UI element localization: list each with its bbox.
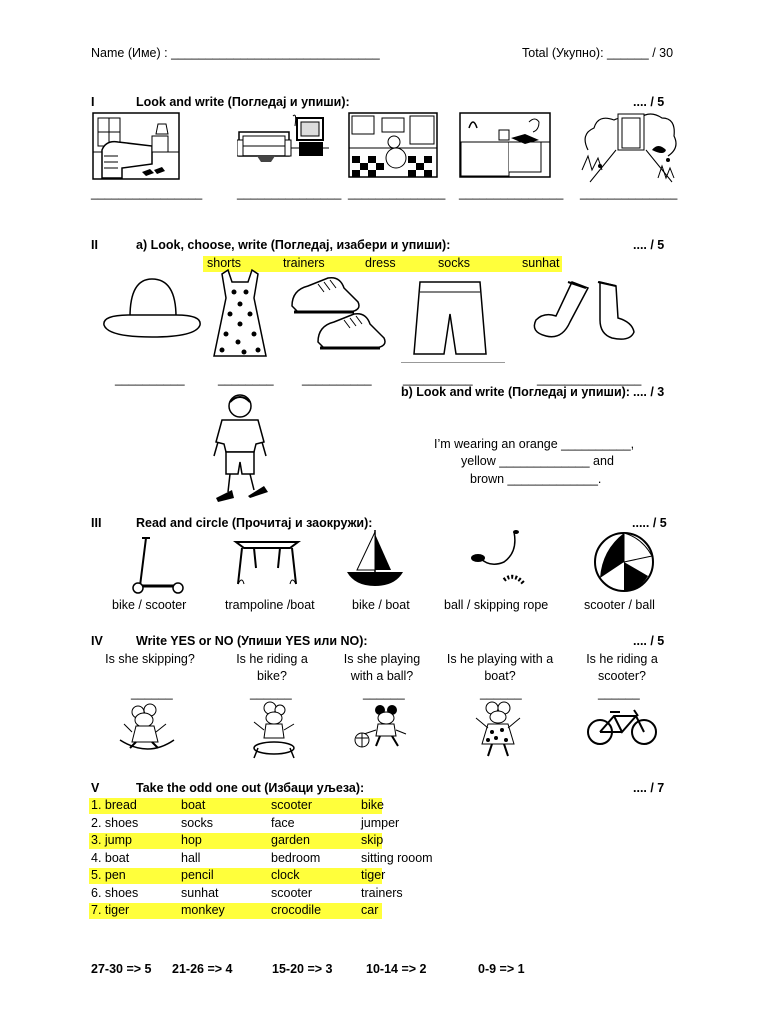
section-4-score: .... / 5 [633,634,665,648]
circle-option[interactable]: trampoline /boat [225,598,315,612]
odd-one-out-word[interactable]: 4. boat [91,850,130,865]
yes-no-blank[interactable]: ______ [598,686,640,700]
odd-one-out-word[interactable]: skip [361,833,384,847]
circle-option[interactable]: ball / skipping rope [444,598,549,612]
odd-one-out-word[interactable]: scooter [271,885,312,900]
odd-one-out-word[interactable]: 3. jump [91,833,132,847]
odd-one-out-word[interactable]: monkey [181,903,225,917]
question-text: boat? [484,669,516,683]
sentence-line-2[interactable]: yellow _____________ and [461,454,614,468]
clothes-blank[interactable]: __________ [302,372,372,386]
odd-one-out-word[interactable]: 6. shoes [91,885,139,900]
circle-option[interactable]: bike / boat [352,598,410,612]
section-2-score: .... / 5 [633,238,665,252]
word-bank-item: socks [438,256,470,270]
skipping-rope-picture [464,530,534,592]
section-2b-title: b) Look and write (Погледај и упиши): [401,385,630,399]
section-2-number: II [91,238,98,252]
grading-item: 21-26 => 4 [172,962,233,976]
grading-item: 10-14 => 2 [366,962,427,976]
odd-one-out-word[interactable]: clock [271,868,300,882]
section-1-blank[interactable]: ______________ [580,186,678,200]
odd-one-out-word[interactable]: socks [181,815,213,830]
question-text: bike? [257,669,287,683]
grading-item: 27-30 => 5 [91,962,152,976]
word-bank-item: sunhat [522,256,560,270]
garden-picture [580,110,680,184]
sentence-line-1[interactable]: I’m wearing an orange __________, [434,437,635,451]
odd-one-out-word[interactable]: face [271,815,295,830]
section-1-blank[interactable]: ______________ [348,186,446,200]
bedroom-picture [92,112,180,180]
question-text: Is he riding a [236,652,308,666]
beach-ball-picture [592,530,656,594]
question-text: Is he playing with a [446,652,554,666]
word-bank-item: shorts [207,256,242,270]
section-1-number: I [91,95,95,109]
yes-no-blank[interactable]: ______ [363,686,405,700]
trainers-picture [288,272,388,360]
yes-no-blank[interactable]: ______ [250,686,292,700]
section-5-number: V [91,781,100,795]
odd-one-out-word[interactable]: jumper [361,815,400,830]
odd-one-out-word[interactable]: tiger [361,868,386,882]
grading-item: 15-20 => 3 [272,962,333,976]
clothes-blank[interactable]: ________ [218,372,274,386]
section-3-score: ..... / 5 [632,516,667,530]
question-text: Is she skipping? [105,652,195,666]
question-text: scooter? [598,669,646,683]
section-2-title: a) Look, choose, write (Погледај, изабери и упиши): [136,238,451,252]
sunhat-picture [100,275,204,345]
bicycle-picture [586,706,658,746]
odd-one-out-word[interactable]: trainers [361,885,403,900]
question-text: Is he riding a [586,652,658,666]
odd-one-out-word[interactable]: pencil [181,868,214,882]
odd-one-out-word[interactable]: garden [271,833,310,847]
section-5-title: Take the odd one out (Избаци уљеза): [136,781,365,795]
odd-one-out-word[interactable]: bike [361,798,384,812]
name-field[interactable]: Name (Име) : ______________________________ [91,46,380,60]
section-1-blank[interactable]: _______________ [459,186,564,200]
odd-one-out-word[interactable]: 7. tiger [91,903,130,917]
section-3-number: III [91,516,102,530]
dress-picture [210,268,270,360]
word-bank-item: dress [365,256,396,270]
boy-picture [208,392,272,508]
boat-picture [345,528,405,590]
mouse-bike-picture [244,700,304,760]
odd-one-out-word[interactable]: 1. bread [91,798,137,812]
section-5-score: .... / 7 [633,781,665,795]
clothes-blank[interactable]: _______________ [537,372,642,386]
mouse-skipping-picture [118,702,178,752]
yes-no-blank[interactable]: ______ [131,686,173,700]
odd-one-out-word[interactable]: hall [181,850,201,865]
mouse-dancing-picture [470,700,526,760]
scooter-picture [128,534,188,596]
socks-picture [522,278,642,344]
odd-one-out-word[interactable]: car [361,903,379,917]
odd-one-out-word[interactable]: hop [181,833,202,847]
odd-one-out-word[interactable]: scooter [271,798,312,812]
mouse-ball-picture [352,704,412,750]
grading-item: 0-9 => 1 [478,962,525,976]
odd-one-out-word[interactable]: sitting rooom [361,850,433,865]
circle-option[interactable]: scooter / ball [584,598,655,612]
sentence-line-3[interactable]: brown _____________. [470,472,602,486]
section-1-score: .... / 5 [633,95,665,109]
circle-option[interactable]: bike / scooter [112,598,187,612]
question-text: with a ball? [350,669,414,683]
trampoline-picture [232,534,302,590]
living-room-picture [237,112,329,167]
clothes-blank[interactable]: __________ [403,372,473,386]
section-1-blank[interactable]: ________________ [91,186,203,200]
odd-one-out-word[interactable]: boat [181,798,206,812]
odd-one-out-word[interactable]: crocodile [271,903,322,917]
section-2b-score: .... / 3 [633,385,665,399]
row-highlight [89,903,382,919]
section-1-title: Look and write (Погледај и упиши): [136,95,350,109]
bathroom-picture [459,112,551,178]
section-3-title: Read and circle (Прочитај и заокружи): [136,516,373,530]
divider [401,362,505,363]
clothes-blank[interactable]: __________ [115,372,185,386]
question-text: Is she playing [343,652,421,666]
section-4-number: IV [91,634,103,648]
odd-one-out-word[interactable]: 5. pen [91,868,126,882]
total-score-field[interactable]: Total (Укупно): ______ / 30 [522,46,674,60]
odd-one-out-word[interactable]: 2. shoes [91,815,139,830]
odd-one-out-word[interactable]: bedroom [271,850,321,865]
shorts-picture [410,278,490,360]
row-highlight [89,868,382,884]
section-1-blank[interactable]: _______________ [237,186,342,200]
kitchen-picture [348,112,438,178]
row-highlight [89,833,382,849]
word-bank-item: trainers [283,256,325,270]
yes-no-blank[interactable]: ______ [480,686,522,700]
odd-one-out-word[interactable]: sunhat [181,885,219,900]
section-4-title: Write YES or NO (Упиши YES или NO): [136,634,368,648]
